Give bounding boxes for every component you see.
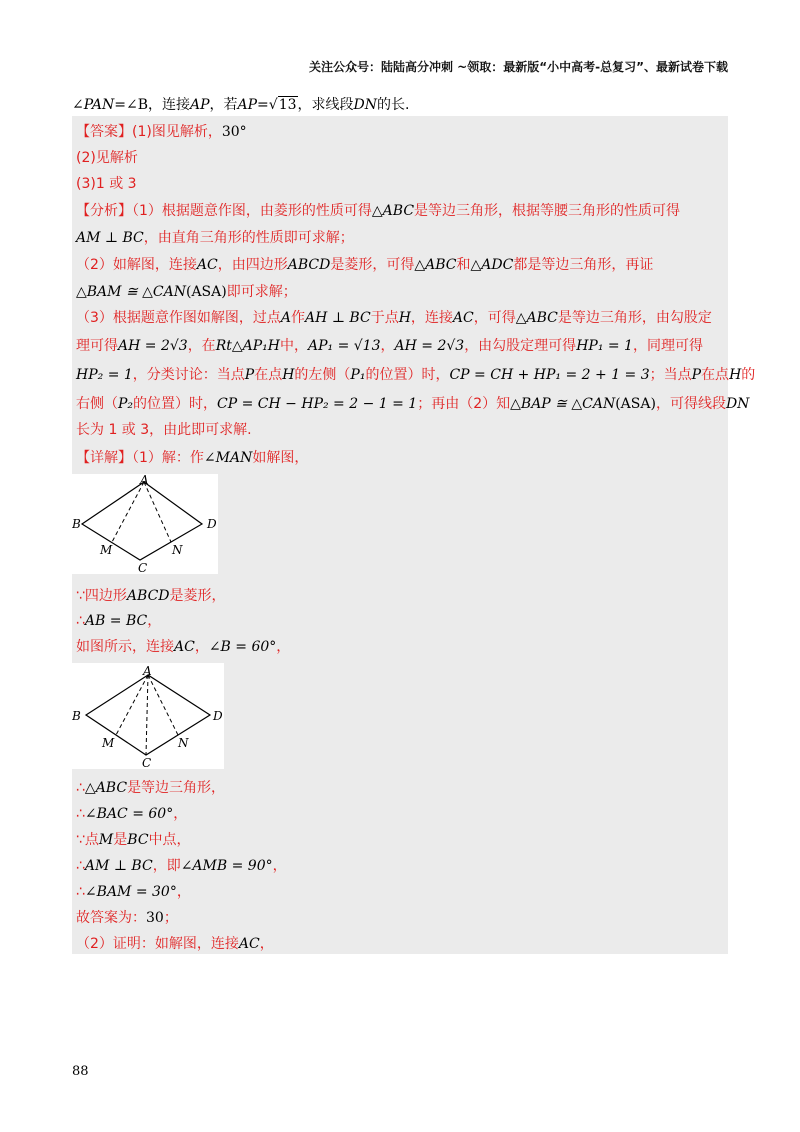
question-tail: ∠PAN=∠B，连接AP，若AP=√13，求线段DN的长. bbox=[72, 97, 410, 113]
figure-1 bbox=[72, 474, 218, 574]
fig1-label-b: B bbox=[72, 517, 81, 531]
detail-line-5: ∴△ABC是等边三角形， bbox=[76, 780, 226, 796]
fig1-label-m: M bbox=[100, 543, 113, 557]
analysis-line-8: 右侧（P₂的位置）时，CP = CH − HP₂ = 2 − 1 = 1；再由（2）知△BAP ≅ △CAN(ASA)，可得线段DN bbox=[76, 396, 750, 412]
fig1-label-c: C bbox=[138, 561, 148, 574]
detail-line-1: 【详解】（1）解：作∠MAN如解图， bbox=[76, 450, 309, 466]
detail-line-11: （2）证明：如解图，连接AC， bbox=[76, 936, 274, 952]
analysis-line-5: （3）根据题意作图如解图，过点A作AH ⊥ BC于点H，连接AC，可得△ABC是等边三角形，由勾股定 bbox=[76, 310, 712, 326]
fig2-label-b: B bbox=[72, 709, 81, 723]
analysis-line-6: 理可得AH = 2√3，在Rt△AP₁H中，AP₁ = √13，AH = 2√3，由勾股定理可得HP₁ = 1，同理可得 bbox=[76, 338, 703, 354]
page-number: 88 bbox=[72, 1064, 89, 1079]
detail-line-7: ∵点M是BC中点， bbox=[76, 832, 191, 848]
analysis-line-7: HP₂ = 1，分类讨论：当点P在点H的左侧（P₁的位置）时，CP = CH + HP₁ = 2 + 1 = 3；当点P在点H的 bbox=[76, 367, 756, 383]
fig2-label-a: A bbox=[143, 664, 152, 678]
answer-line-1: 【答案】(1)图见解析，30° bbox=[76, 124, 247, 140]
detail-line-6: ∴∠BAC = 60°， bbox=[76, 806, 188, 822]
fig1-label-n: N bbox=[172, 543, 183, 557]
fig2-label-d: D bbox=[213, 709, 223, 723]
fig1-label-a: A bbox=[140, 474, 149, 487]
detail-line-3: ∴AB = BC， bbox=[76, 613, 162, 629]
fig1-label-d: D bbox=[207, 517, 217, 531]
analysis-line-1: 【分析】（1）根据题意作图，由菱形的性质可得△ABC是等边三角形，根据等腰三角形的性质可得 bbox=[76, 203, 681, 219]
figure-2 bbox=[72, 663, 224, 769]
detail-line-10: 故答案为：30； bbox=[76, 910, 178, 926]
fig2-label-c: C bbox=[142, 756, 152, 769]
fig2-label-n: N bbox=[178, 736, 189, 750]
analysis-line-2: AM ⊥ BC，由直角三角形的性质即可求解； bbox=[76, 230, 354, 246]
analysis-line-4: △BAM ≅ △CAN(ASA)即可求解； bbox=[76, 284, 297, 300]
detail-line-8: ∴AM ⊥ BC，即∠AMB = 90°， bbox=[76, 858, 287, 874]
fig2-label-m: M bbox=[102, 736, 115, 750]
answer-line-3: (3)1 或 3 bbox=[76, 176, 137, 192]
page-header: 关注公众号：陆陆高分冲刺 ~领取：最新版“小中高考-总复习”、最新试卷下载 bbox=[309, 60, 728, 74]
analysis-line-9: 长为 1 或 3，由此即可求解. bbox=[76, 422, 252, 438]
analysis-line-3: （2）如解图，连接AC，由四边形ABCD是菱形，可得△ABC和△ADC都是等边三角形，再证 bbox=[76, 257, 654, 273]
detail-line-4: 如图所示，连接AC，∠B = 60°， bbox=[76, 639, 291, 655]
detail-line-9: ∴∠BAM = 30°， bbox=[76, 884, 191, 900]
answer-line-2: (2)见解析 bbox=[76, 150, 138, 166]
detail-line-2: ∵四边形ABCD是菱形， bbox=[76, 588, 226, 604]
